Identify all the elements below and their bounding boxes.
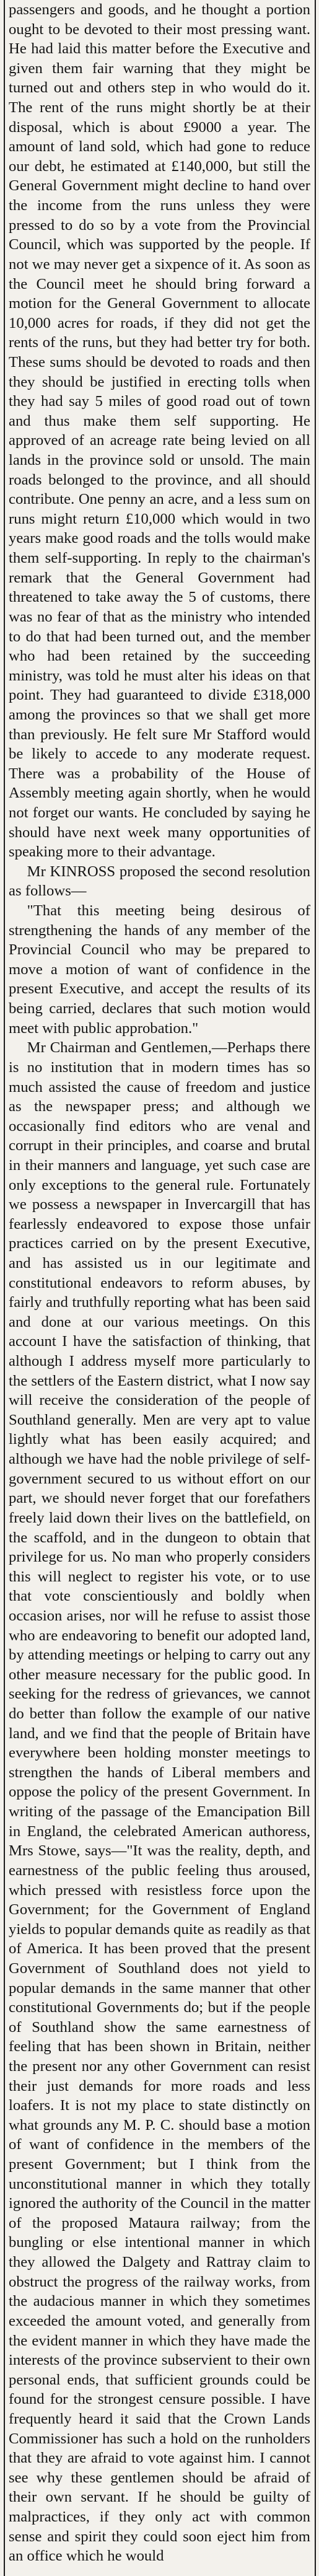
newspaper-article <box>9 0 310 2566</box>
left-column-rule <box>4 0 5 2576</box>
resolution-text: "That this meeting being desirous of strengthening the hands of any member of the Provincial Council who may be prepared to move a motion of want of confidence in the present Executive, and accept the results of its being carried, declares that such motion would meet with public approbation." <box>9 902 310 1037</box>
speech-paragraph: Mr Chairman and Gentlemen,—Perhaps there is no institution that in modern times has so much assisted the cause of freedom and justice as the newspaper press; and although we occasionally find editors who are venal and corrupt in their principles, and coarse and brutal in their manners and language, yet such case are only exceptions to the general rule. Fortunately we possess a newspaper in Invercargill that has fearlessly endeavored to expose those unfair practices carried on by the present Executive, and has assisted us in our legitimate and constitutional endeavors to reform abuses, by fairly and truthfully reporting what has been said and done at our various meetings. On this account I have the satisfaction of thinking, that although I address myself more particularly to the settlers of the Eastern district, what I now say will receive the consideration of the people of Southland generally. Men are very apt to value lightly what has been easily acquired; and although we have had the noble privilege of self-government secured to us without effort on our part, we should never forget that our forefathers freely laid down their lives on the battlefield, on the scaffold, and in the dungeon to obtain that privilege for us. No man who properly considers this will neglect to register his vote, or to use that vote conscientiously and boldly when occasion arises, nor will he refuse to assist those who are endeavoring to benefit our adopted land, by attending meetings or helping to carry out any other measure necessary for the public good. In seeking for the redress of grievances, we cannot do better than follow the example of our native land, and we find that the people of Britain have everywhere been holding monster meetings to strengthen the hands of Liberal members and oppose the policy of the present Government. In writing of the passage of the Emancipation Bill in England, the celebrated American authoress, Mrs Stowe, says—"It was the reality, depth, and earnestness of the public feeling thus aroused, which pressed with resistless force upon the Government; for the Government of England yields to popular demands quite as readily as that of America. It has been proved that the present Government of Southland does not yield to popular demands in the same manner that other constitutional Governments do; but if the people of Southland show the same earnestness of feeling that has been shown in Britain, neither the present nor any other Government can resist their just demands for more roads and less loafers. It is not my place to state distinctly on what grounds any M. P. C. should base a motion of want of confidence in the members of the present Government; but I think from the unconstitutional manner in which they totally ignored the authority of the Council in the matter of the proposed Mataura railway; from the bungling or else intentional manner in which they allowed the Dalgety and Rattray claim to obstruct the progress of the railway works, from the audacious manner in which they sometimes exceeded the amount voted, and generally from the evident manner in which they have made the interests of the province subservient to their own personal ends, that sufficient grounds could be found for the strongest censure possible. I have frequently heard it said that the Crown Lands Commissioner has such a hold on the runholders that they are afraid to vote against him. I cannot see why these gentlemen should be afraid of their own servant. If he should be guilty of malpractices, if they only act with common sense and spirit they could soon eject him from an office which he would <box>9 1039 310 2565</box>
opening-paragraph: passengers and goods, and he thought a portion ought to be devoted to their most pressing want. He had laid this matter before the Executive and given them fair warning that they might be turned out and others step in who would do it. The rent of the runs might shortly be at their disposal, which is about £9000 a year. The amount of land sold, which had gone to reduce our debt, he estimated at £140,000, but still the General Government might decline to hand over the income from the runs unless they were pressed to do so by a vote from the Provincial Council, which was supported by the people. If not we may never get a sixpence of it. As soon as the Council meet he should bring forward a motion for the General Government to allocate 10,000 acres for roads, if they did not get the rents of the runs, but they had better try for both. These sums should be devoted to roads and then they should be justified in erecting tolls when they had say 5 miles of good road out of town and thus make them self supporting. He approved of an acreage rate being levied on all lands in the province sold or unsold. The main roads belonged to the province, and all should contribute. One penny an acre, and a less sum on runs might return £10,000 which would in two years make good roads and the tolls would make them self-supporting. In reply to the chairman's remark that the General Government had threatened to take away the 5 of customs, there was no fear of that as the ministry who intended to do that had been turned out, and the member who had been retained by the succeeding ministry, was told he must alter his ideas on that point. They had guaranteed to divide £318,000 among the provinces so that we shall get more than previously. He felt sure Mr Stafford would be likely to accede to any moderate request. There was a probability of the House of Assembly meeting again shortly, when he would not forget our wants. He concluded by saying he should have next week many opportunities of speaking more to their advantage. <box>9 1 310 861</box>
kinross-proposal-paragraph: Mr KINROSS proposed the second resolution as follows— <box>9 863 310 900</box>
right-column-rule <box>315 0 316 2576</box>
